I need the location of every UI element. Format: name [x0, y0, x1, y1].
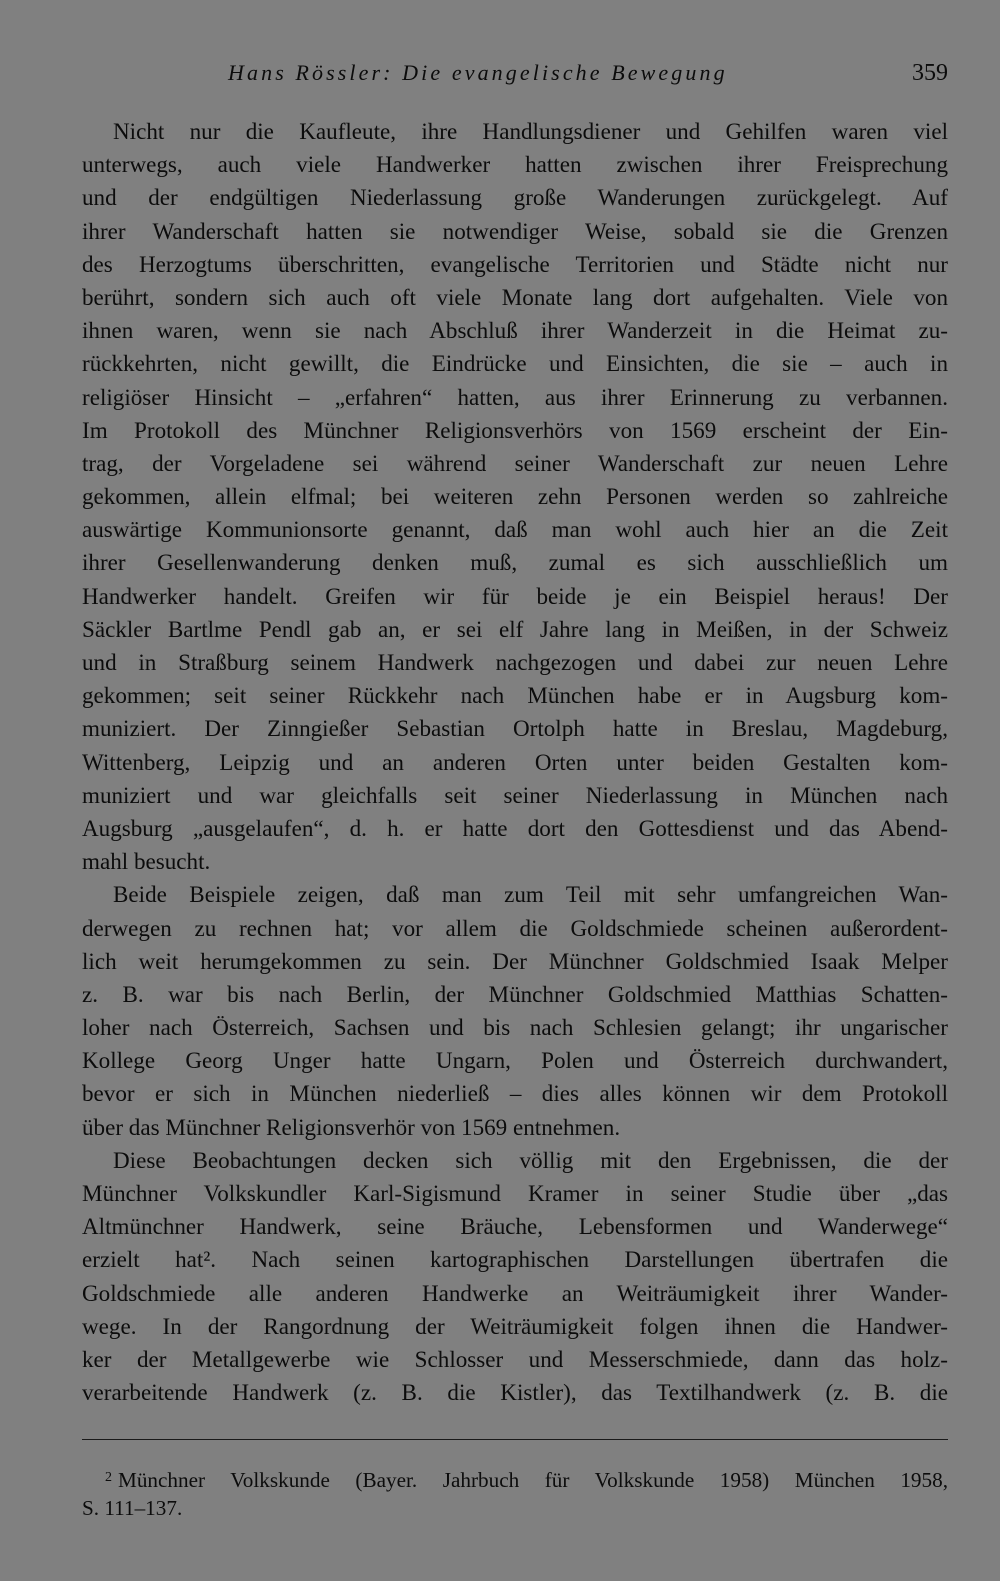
text-line: wege. In der Rangordnung der Weiträumigkeit folgen ihnen die Handwer- — [82, 1312, 948, 1339]
text-line: ihnen waren, wenn sie nach Abschluß ihrer Wanderzeit in die Heimat zu- — [82, 317, 948, 344]
paragraph — [82, 115, 948, 878]
text-line: loher nach Österreich, Sachsen und bis nach Schlesien gelangt; ihr ungarischer — [82, 1014, 948, 1041]
text-line: ihrer Gesellenwanderung denken muß, zumal es sich ausschließlich um — [82, 549, 948, 576]
text-line: ihrer Wanderschaft hatten sie notwendiger Weise, sobald sie die Grenzen — [82, 217, 948, 244]
footnote-divider — [82, 1439, 948, 1440]
running-title: Hans Rössler: Die evangelische Bewegung — [228, 60, 728, 85]
paragraph — [82, 878, 948, 1144]
text-line: lich weit herumgekommen zu sein. Der Münchner Goldschmied Isaak Melper — [82, 947, 948, 974]
text-line: und in Straßburg seinem Handwerk nachgezogen und dabei zur neuen Lehre — [82, 649, 948, 675]
text-line: gekommen; seit seiner Rückkehr nach München habe er in Augsburg kom- — [82, 682, 948, 709]
text-line: Augsburg „ausgelaufen“, d. h. er hatte dort den Gottesdienst und das Abend- — [82, 814, 948, 841]
text-line: z. B. war bis nach Berlin, der Münchner Goldschmied Matthias Schatten- — [82, 980, 948, 1007]
text-line: verarbeitende Handwerk (z. B. die Kistler), das Textilhandwerk (z. B. die — [82, 1379, 948, 1406]
text-line: rückkehrten, nicht gewillt, die Eindrücke und Einsichten, die sie – auch in — [82, 350, 948, 377]
footnote-line — [82, 1462, 948, 1493]
footnote-line — [82, 1493, 948, 1524]
text-line: Goldschmiede alle anderen Handwerke an Weiträumigkeit ihrer Wander- — [82, 1279, 948, 1306]
text-line: mahl besucht. — [82, 848, 211, 875]
page-number: 359 — [912, 60, 948, 86]
text-line: muniziert und war gleichfalls seit seiner Niederlassung in München nach — [82, 781, 948, 808]
text-line: Beide Beispiele zeigen, daß man zum Teil mit sehr umfangreichen Wan- — [113, 881, 948, 908]
text-line: berührt, sondern sich auch oft viele Monate lang dort aufgehalten. Viele von — [82, 283, 948, 310]
text-line: ker der Metallgewerbe wie Schlosser und Messerschmiede, dann das holz- — [82, 1345, 948, 1372]
text-line: Handwerker handelt. Greifen wir für beide je ein Beispiel heraus! Der — [82, 582, 948, 609]
text-line: Nicht nur die Kaufleute, ihre Handlungsdiener und Gehilfen waren viel — [113, 118, 948, 144]
text-line: unterwegs, auch viele Handwerker hatten zwischen ihrer Freisprechung — [82, 151, 948, 178]
footnote-mark: 2 — [105, 1470, 112, 1485]
text-line: muniziert. Der Zinngießer Sebastian Ortolph hatte in Breslau, Magdeburg, — [82, 715, 948, 742]
text-line: und der endgültigen Niederlassung große Wanderungen zurückgelegt. Auf — [82, 184, 948, 211]
footnote-text: S. 111–137. — [82, 1496, 183, 1520]
body-text — [82, 115, 948, 1409]
text-line: Im Protokoll des Münchner Religionsverhörs von 1569 erscheint der Ein- — [82, 416, 948, 443]
text-line: bevor er sich in München niederließ – dies alles können wir dem Protokoll — [82, 1080, 948, 1107]
footnote — [82, 1462, 948, 1524]
text-line: Diese Beobachtungen decken sich völlig mit den Ergebnissen, die der — [113, 1146, 948, 1173]
text-line: Säckler Bartlme Pendl gab an, er sei elf Jahre lang in Meißen, in der Schweiz — [82, 615, 948, 642]
footnote-text: Münchner Volkskunde (Bayer. Jahrbuch für Volkskunde 1958) München 1958, — [118, 1468, 948, 1492]
text-line: trag, der Vorgeladene sei während seiner Wanderschaft zur neuen Lehre — [82, 449, 948, 476]
text-line: gekommen, allein elfmal; bei weiteren zehn Personen werden so zahlreiche — [82, 483, 948, 510]
text-line: religiöser Hinsicht – „erfahren“ hatten, aus ihrer Erinnerung zu verbannen. — [82, 383, 948, 410]
text-line: derwegen zu rechnen hat; vor allem die Goldschmiede scheinen außerordent- — [82, 914, 948, 941]
text-line: Münchner Volkskundler Karl-Sigismund Kramer in seiner Studie über „das — [82, 1180, 948, 1206]
running-head — [82, 60, 948, 96]
text-line: Wittenberg, Leipzig und an anderen Orten unter beiden Gestalten kom- — [82, 748, 948, 775]
text-line: Kollege Georg Unger hatte Ungarn, Polen und Österreich durchwandert, — [82, 1047, 948, 1074]
text-line: auswärtige Kommunionsorte genannt, daß man wohl auch hier an die Zeit — [82, 516, 948, 543]
text-line: über das Münchner Religionsverhör von 1569 entnehmen. — [82, 1113, 621, 1140]
text-line: Altmünchner Handwerk, seine Bräuche, Lebensformen und Wanderwege“ — [82, 1213, 948, 1240]
text-line: erzielt hat². Nach seinen kartographischen Darstellungen übertrafen die — [82, 1246, 948, 1273]
paragraph — [82, 1144, 948, 1410]
text-line: des Herzogtums überschritten, evangelische Territorien und Städte nicht nur — [82, 250, 948, 277]
